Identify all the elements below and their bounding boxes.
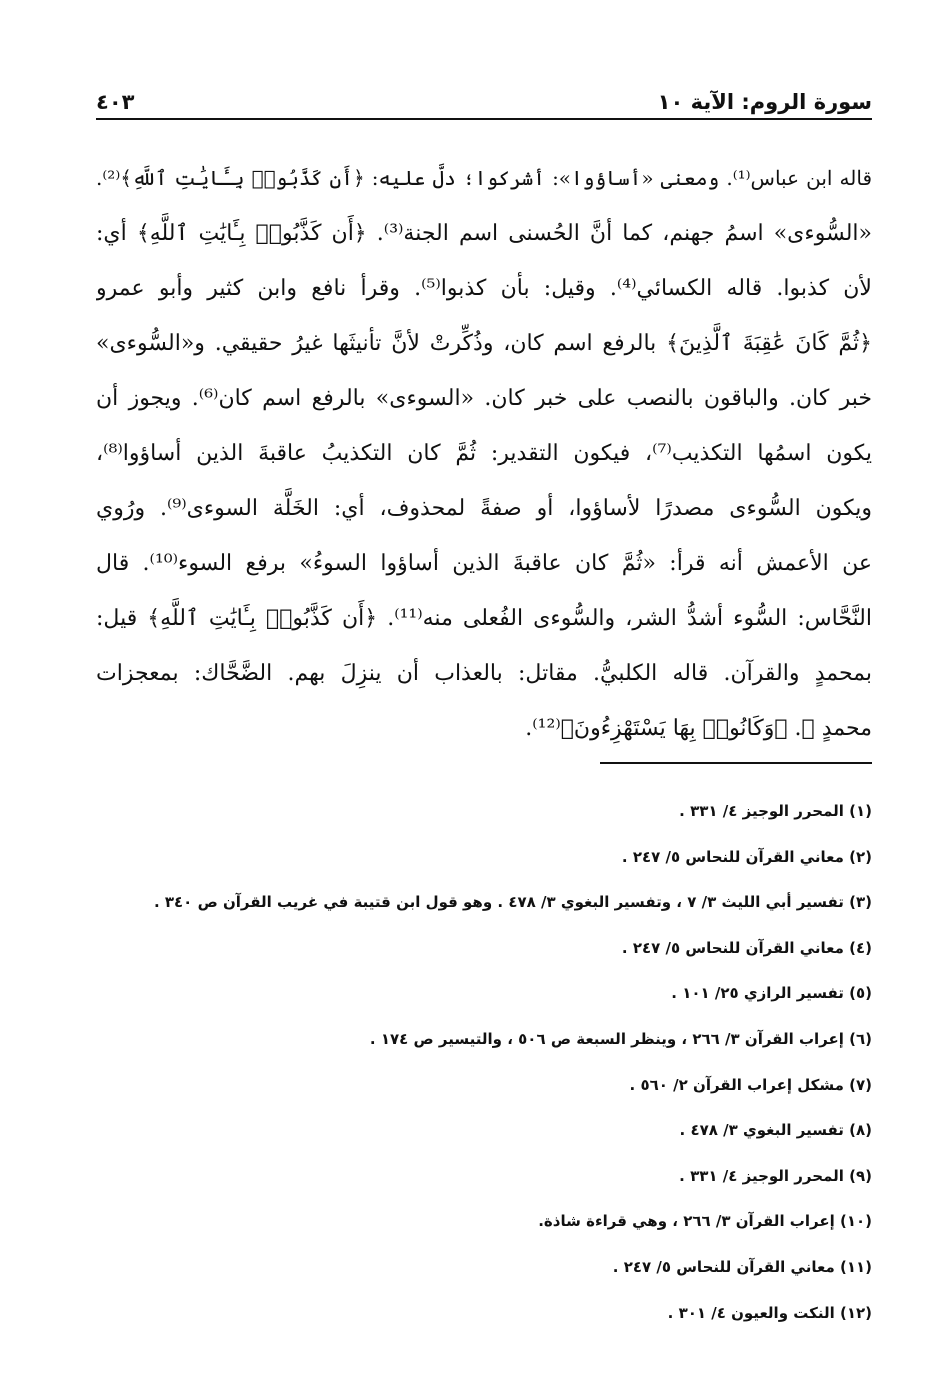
footnote: (٧) مشكل إعراب القرآن ٢/ ٥٦٠ . [629,1075,872,1094]
body-line: ويكون السُّوءى مصدرًا لأساؤوا، أو صفةً لمحذوف، أي: الخَلَّة السوءى⁽⁹⁾. ورُوي [96,496,872,521]
surah-title: سورة الروم: الآية ١٠ [657,90,872,114]
page-header [96,78,872,114]
body-line: محمدٍ ﷺ. ﴿وَكَانُوا۟ بِهَا يَسْتَهْزِءُونَ﴾⁽¹²⁾. [525,716,872,741]
footnote: (٩) المحرر الوجيز ٤/ ٣٣١ . [679,1166,872,1185]
body-line: ﴿ثُمَّ كَانَ عَٰقِبَةَ ٱلَّذِينَ﴾ بالرفع اسم كان، وذُكِّرتْ لأنَّ تأنيثَها غيرُ حقيقي. و«السُّوءى» [96,331,872,356]
footnote: (٤) معاني القرآن للنحاس ٥/ ٢٤٧ . [621,938,872,957]
footnote: (٥) تفسير الرازي ٢٥/ ١٠١ . [671,984,872,1003]
body-line: بمحمدٍ والقرآن. قاله الكلبيُّ. مقاتل: بالعذاب أن ينزِلَ بهم. الضَّحَّاك: بمعجزات [96,661,872,686]
body-line: عن الأعمش أنه قرأ: «ثُمَّ كان عاقبةَ الذين أساؤوا السوءُ» برفع السوء⁽¹⁰⁾. قال [96,551,872,576]
body-line: يكون اسمُها التكذيب⁽⁷⁾، فيكون التقدير: ثُمَّ كان التكذيبُ عاقبةَ الذين أساؤوا⁽⁸⁾، [96,441,872,466]
footnote: (١) المحرر الوجيز ٤/ ٣٣١ . [679,802,872,820]
footnote: (٦) إعراب القرآن ٣/ ٢٦٦ ، وينظر السبعة ص ٥٠٦ ، والتيسير ص ١٧٤ . [369,1029,872,1048]
body-line: لأن كذبوا. قاله الكسائي⁽⁴⁾. وقيل: بأن كذبوا⁽⁵⁾. وقرأ نافع وابن كثير وأبو عمرو [96,276,872,301]
footnote-separator [600,762,872,764]
page-number: ٤٠٣ [96,90,135,114]
footnote: (١١) معاني القرآن للنحاس ٥/ ٢٤٧ . [612,1257,872,1276]
footnotes [96,793,872,1340]
footnote: (٣) تفسير أبي الليث ٣/ ٧ ، وتفسير البغوي ٣/ ٤٧٨ . وهو قول ابن قتيبة في غريب القرآن ص ٣٤٠ . [153,893,872,912]
main-text [96,151,872,756]
footnote: (٢) معاني القرآن للنحاس ٥/ ٢٤٧ . [621,847,872,866]
body-line: النَّحَّاس: السُّوء أشدُّ الشر، والسُّوءى الفُعلى منه⁽¹¹⁾. ﴿أَن كَذَّبُوا۟ بِـَٔايَٰتِ ٱللَّهِ﴾ قيل: [96,606,872,631]
header-rule [96,118,872,120]
footnote: (٨) تفسير البغوي ٣/ ٤٧٨ . [679,1121,872,1140]
footnote: (١٠) إعراب القرآن ٣/ ٢٦٦ ، وهي قراءة شاذة. [538,1212,872,1231]
body-line: قاله ابن عباس⁽¹⁾. ومعنى «أساؤوا»: أشركوا؛ دلَّ عليه: ﴿أَن كَذَّبُوا۟ بِـَٔايَٰتِ ٱللَّهِ﴾⁽²⁾. [96,166,872,190]
footnote: (١٢) النكت والعيون ٤/ ٣٠١ . [667,1303,872,1322]
body-line: «السُّوءى» اسمُ جهنم، كما أنَّ الحُسنى اسم الجنة⁽³⁾. ﴿أَن كَذَّبُوا۟ بِـَٔايَٰتِ ٱللَّهِ﴾ أي: [96,221,872,246]
body-line: خبر كان. والباقون بالنصب على خبر كان. «السوءى» بالرفع اسم كان⁽⁶⁾. ويجوز أن [96,386,872,411]
